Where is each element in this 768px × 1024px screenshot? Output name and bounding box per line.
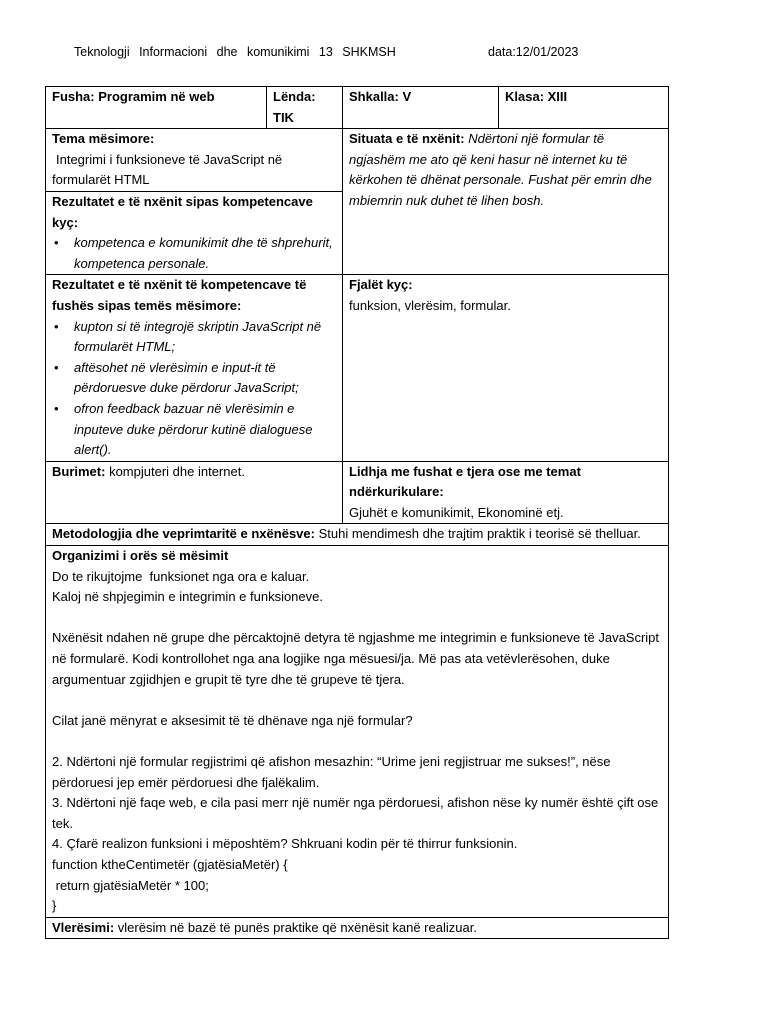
code-line: function ktheCentimetër (gjatësiaMetër) {	[52, 856, 288, 872]
tema-label: Tema mësimore:	[52, 131, 155, 147]
organizimi-line1: Do te rikujtojme funksionet nga ora e kaluar.	[52, 568, 310, 584]
burimet-cell	[46, 461, 343, 524]
page-header	[74, 42, 668, 62]
list-item: • aftësohet në vlerësimin e input-it të përdoruesve duke përdorur JavaScript;	[68, 358, 336, 399]
rezultatet-kyc-cell	[46, 191, 343, 274]
list-item: • ofron feedback bazuar në vlerësimin e inputeve duke përdorur kutinë dialoguese alert().	[68, 399, 336, 461]
organizimi-question: Cilat janë mënyrat e aksesimit të të dhënave nga një formular?	[52, 712, 413, 728]
metodologjia-label: Metodologjia dhe veprimtaritë e nxënësve:	[52, 526, 315, 542]
vleresimi-label: Vlerësimi:	[52, 919, 115, 935]
klasa-cell: Klasa: XIII	[499, 87, 669, 129]
burimet-text: kompjuteri dhe internet.	[109, 463, 245, 479]
document-date: data:12/01/2023	[488, 45, 579, 59]
organizimi-cell	[46, 546, 669, 918]
table-row	[46, 275, 669, 461]
situata-cell	[343, 129, 669, 275]
tema-text: Integrimi i funksioneve të JavaScript në formularët HTML	[52, 151, 283, 188]
lidhja-cell	[343, 461, 669, 524]
lidhja-label: Lidhja me fushat e tjera ose me temat ndërkurikulare:	[349, 463, 581, 500]
list-item: • kompetenca e komunikimit dhe të shprehurit, kompetenca personale.	[68, 233, 336, 274]
organizimi-task-2: 2. Ndërtoni një formular regjistrimi që afishon mesazhin: “Urime jeni regjistruar me sukses!”, nëse përdoruesi jep emër përdoruesi dhe fjalëkalim.	[52, 754, 611, 790]
table-row	[46, 129, 669, 192]
organizimi-task-4: 4. Çfarë realizon funksioni i mëposhtëm? Shkruani kodin për të thirrur funksionin.	[52, 836, 518, 852]
rezultatet-fushes-list	[52, 317, 336, 461]
fjalet-kyc-cell	[343, 275, 669, 461]
fjalet-kyc-text: funksion, vlerësim, formular.	[349, 297, 511, 313]
table-row	[46, 917, 669, 939]
list-item: • kupton si të integrojë skriptin JavaScript në formularët HTML;	[68, 317, 336, 358]
table-row	[46, 524, 669, 546]
fusha-cell: Fusha: Programim në web	[46, 87, 267, 129]
document-title: Teknologji Informacioni dhe komunikimi 13 SHKMSH	[74, 45, 396, 59]
situata-label: Situata e të nxënit:	[349, 131, 465, 147]
rezultatet-fushes-cell	[46, 275, 343, 461]
organizimi-paragraph: Nxënësit ndahen në grupe dhe përcaktojnë detyra të ngjashme me integrimin e funksioneve të JavaScript në formularë. Kodi kontrollohet nga ana logjike nga mësuesi/ja. Më pas ata vetëvlerësohen, duke argumentuar zgjidhjen e grupit të tyre dhe të grupeve të tjera.	[52, 630, 660, 687]
organizimi-task-3: 3. Ndërtoni një faqe web, e cila pasi merr një numër nga përdoruesi, afishon nëse ky numër është çift ose tek.	[52, 795, 659, 831]
organizimi-line2: Kaloj në shpjegimin e integrimin e funksioneve.	[52, 589, 323, 605]
vleresimi-text: vlerësim në bazë të punës praktike që nxënësit kanë realizuar.	[117, 919, 477, 935]
fjalet-kyc-label: Fjalët kyç:	[349, 277, 413, 293]
code-line: }	[52, 898, 57, 914]
lenda-cell: Lënda: TIK	[267, 87, 343, 129]
table-row	[46, 546, 669, 918]
lidhja-text: Gjuhët e komunikimit, Ekonominë etj.	[349, 504, 564, 520]
metodologjia-text: Stuhi mendimesh dhe trajtim praktik i teorisë së thelluar.	[318, 526, 641, 542]
shkalla-cell: Shkalla: V	[343, 87, 499, 129]
vleresimi-cell	[46, 917, 669, 939]
rezultatet-kyc-list	[52, 233, 336, 274]
organizimi-label: Organizimi i orës së mësimit	[52, 548, 229, 564]
rezultatet-kyc-label: Rezultatet e të nxënit sipas kompetencave kyç:	[52, 193, 313, 230]
rezultatet-fushes-label: Rezultatet e të nxënit të kompetencave të fushës sipas temës mësimore:	[52, 277, 307, 313]
code-line: return gjatësiaMetër * 100;	[52, 877, 209, 893]
tema-cell	[46, 129, 343, 192]
lesson-plan-table	[45, 86, 669, 939]
burimet-label: Burimet:	[52, 463, 106, 479]
table-row	[46, 87, 669, 129]
metodologjia-cell	[46, 524, 669, 546]
table-row	[46, 461, 669, 524]
situata-text: Ndërtoni një formular të ngjashëm me ato që keni hasur në internet ku të kërkohen të dhënat personale. Fushat për emrin dhe mbiemrin nuk duhet të lihen bosh.	[349, 131, 652, 208]
